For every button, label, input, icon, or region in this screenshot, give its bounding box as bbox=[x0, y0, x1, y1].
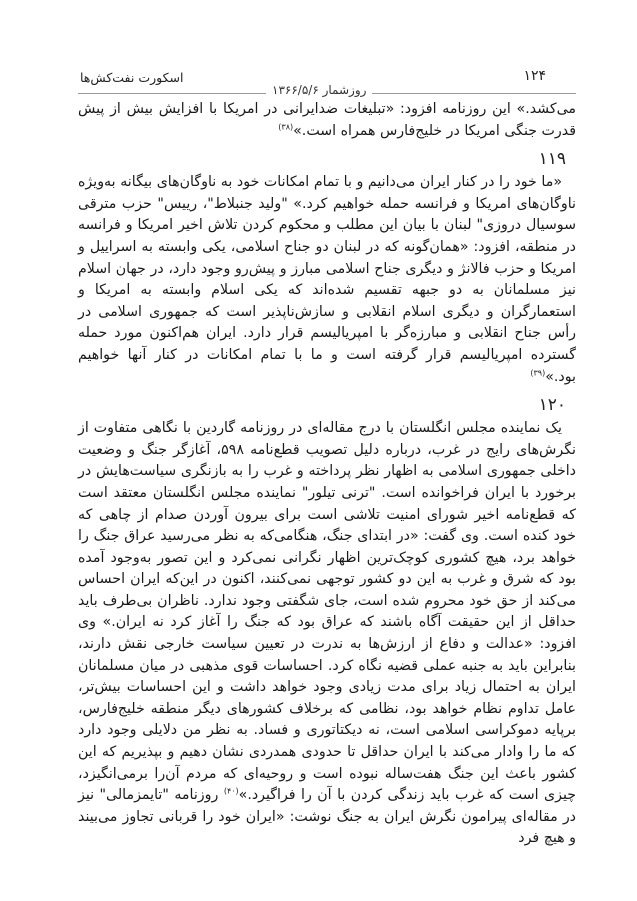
paragraph-text-continued: روزنامه "تایمزمالی" نیز در مقاله‌ای پیرامون نگرش ایران به جنگ نوشت: «ایران خود را قربانی تجاوز می‌بیند و هیچ فرد bbox=[78, 787, 576, 847]
page-number: ۱۲۴ bbox=[523, 68, 546, 84]
page-body bbox=[78, 99, 576, 850]
footnote-marker: (۴۰) bbox=[223, 786, 239, 796]
running-title: اسکورت نفت‌کش‌ها bbox=[80, 70, 184, 85]
footnote-marker: (۳۸) bbox=[278, 121, 294, 131]
section-paragraph bbox=[78, 172, 576, 388]
paragraph-text: می‌کشد.» این روزنامه افزود: «تبلیغات ضدایرانی در امریکا با افزایش بیش از پیش قدرت جنگی امریکا در خلیج‌فارس همراه است.» bbox=[78, 101, 576, 139]
paragraph-text: «ما خود را در کنار ایران می‌دانیم و با تمام امکانات خود به ناوگان‌های بیگانه به‌ویژه ناوگان‌های امریکا و فرانسه حمله خواهیم کرد.» "ولید جنبلاط"، رییس" حزب مترقی سوسیال دروزی" لبنان با بیان این مطلب و محکوم کردن تلاش اخیر امریکا و فرانسه در منطقه، افزود: «همان‌گونه که در لبنان دو جناح اسلامی، یکی وابسته به اسراییل و امریکا و حزب فالانژ و دیگری جناح اسلامی مبارز و پیش‌رو وجود دارد، در جهان اسلام نیز مسلمانان به دو جبهه تقسیم شده‌اند که یکی اسلام وابسته به امریکا و استعمارگران و دیگری اسلام انقلابی و سازش‌ناپذیر است که جمهوری اسلامی در رأس جناح انقلابی و مبارزه‌گر با امپریالیسم قرار دارد. ایران هم‌اکنون مورد حمله گسترده امپریالیسم قرار گرفته است و ما با تمام امکانات در کنار آنها خواهیم بود.» bbox=[78, 174, 576, 385]
section-number: ۱۲۰ bbox=[538, 395, 566, 416]
paragraph-text: یک نماینده مجلس انگلستان با درج مقاله‌ای در روزنامه گاردین با نگاهی متفاوت از نگرش‌های رایج در غرب، درباره دلیل تصویب قطع‌نامه ۵۹۸، آغازگر جنگ و وضعیت داخلی جمهوری اسلامی به اظهار نظر پرداخته و غرب را به بازنگری سیاست‌هایش در برخورد با ایران فراخوانده است. "ترنی تیلور" نماینده مجلس انگلستان معتقد است که قطع‌نامه اخیر شورای امنیت تلاشی است برای بیرون آوردن صدام از چاهی که خود کنده است. وی گفت: «در ابتدای جنگ، هنگامی‌که به نظر می‌رسید عراق جنگ را خواهد برد، هیچ کشوری کوچک‌ترین اظهار نگرانی نمی‌کرد و این تصور به‌وجود آمده بود که شرق و غرب به این دو کشور توجهی نمی‌کنند، اکنون در این‌که ایران احساس می‌کند از حق خود محروم شده است، جای شگفتی وجود ندارد. ناظران بی‌طرف باید حداقل از این حقیقت آگاه باشند که عراق بود که جنگ را آغاز کرد نه ایران.» وی افزود: «عدالت و دفاع از ارزش‌ها به ندرت در تعیین سیاست خارجی نقش دارند، بنابراین باید به جنبه عملی قضیه نگاه کرد. احساسات قوی مذهبی در میان مسلمانان ایران به احتمال زیاد برای مدت زیادی وجود خواهد داشت و این احساسات بیش‌تر، عامل تداوم نظام خواهد بود، نظامی که برخلاف کشورهای دیگر منطقه خلیج‌فارس، برپایه دموکراسی اسلامی است، نه دیکتاتوری و فساد. به نظر من دلایلی وجود دارد که ما را وادار می‌کند با ایران حداقل تا حدودی همدردی نشان دهیم و بپذیریم که این کشور باعث این جنگ هفت‌ساله نبوده است و روحیه‌ای که مردم آن‌را برمی‌انگیزد، چیزی است که غرب باید زندگی کردن با آن را فراگیرد.» bbox=[78, 420, 576, 804]
footnote-marker: (۳۹) bbox=[530, 367, 546, 377]
section-number: ۱۱۹ bbox=[538, 149, 566, 170]
page-header bbox=[78, 66, 576, 98]
continuation-paragraph bbox=[78, 99, 576, 142]
chronology-date: روزشمار ۱۳۶۶/۵/۶ bbox=[266, 83, 372, 97]
section-paragraph bbox=[78, 418, 576, 850]
